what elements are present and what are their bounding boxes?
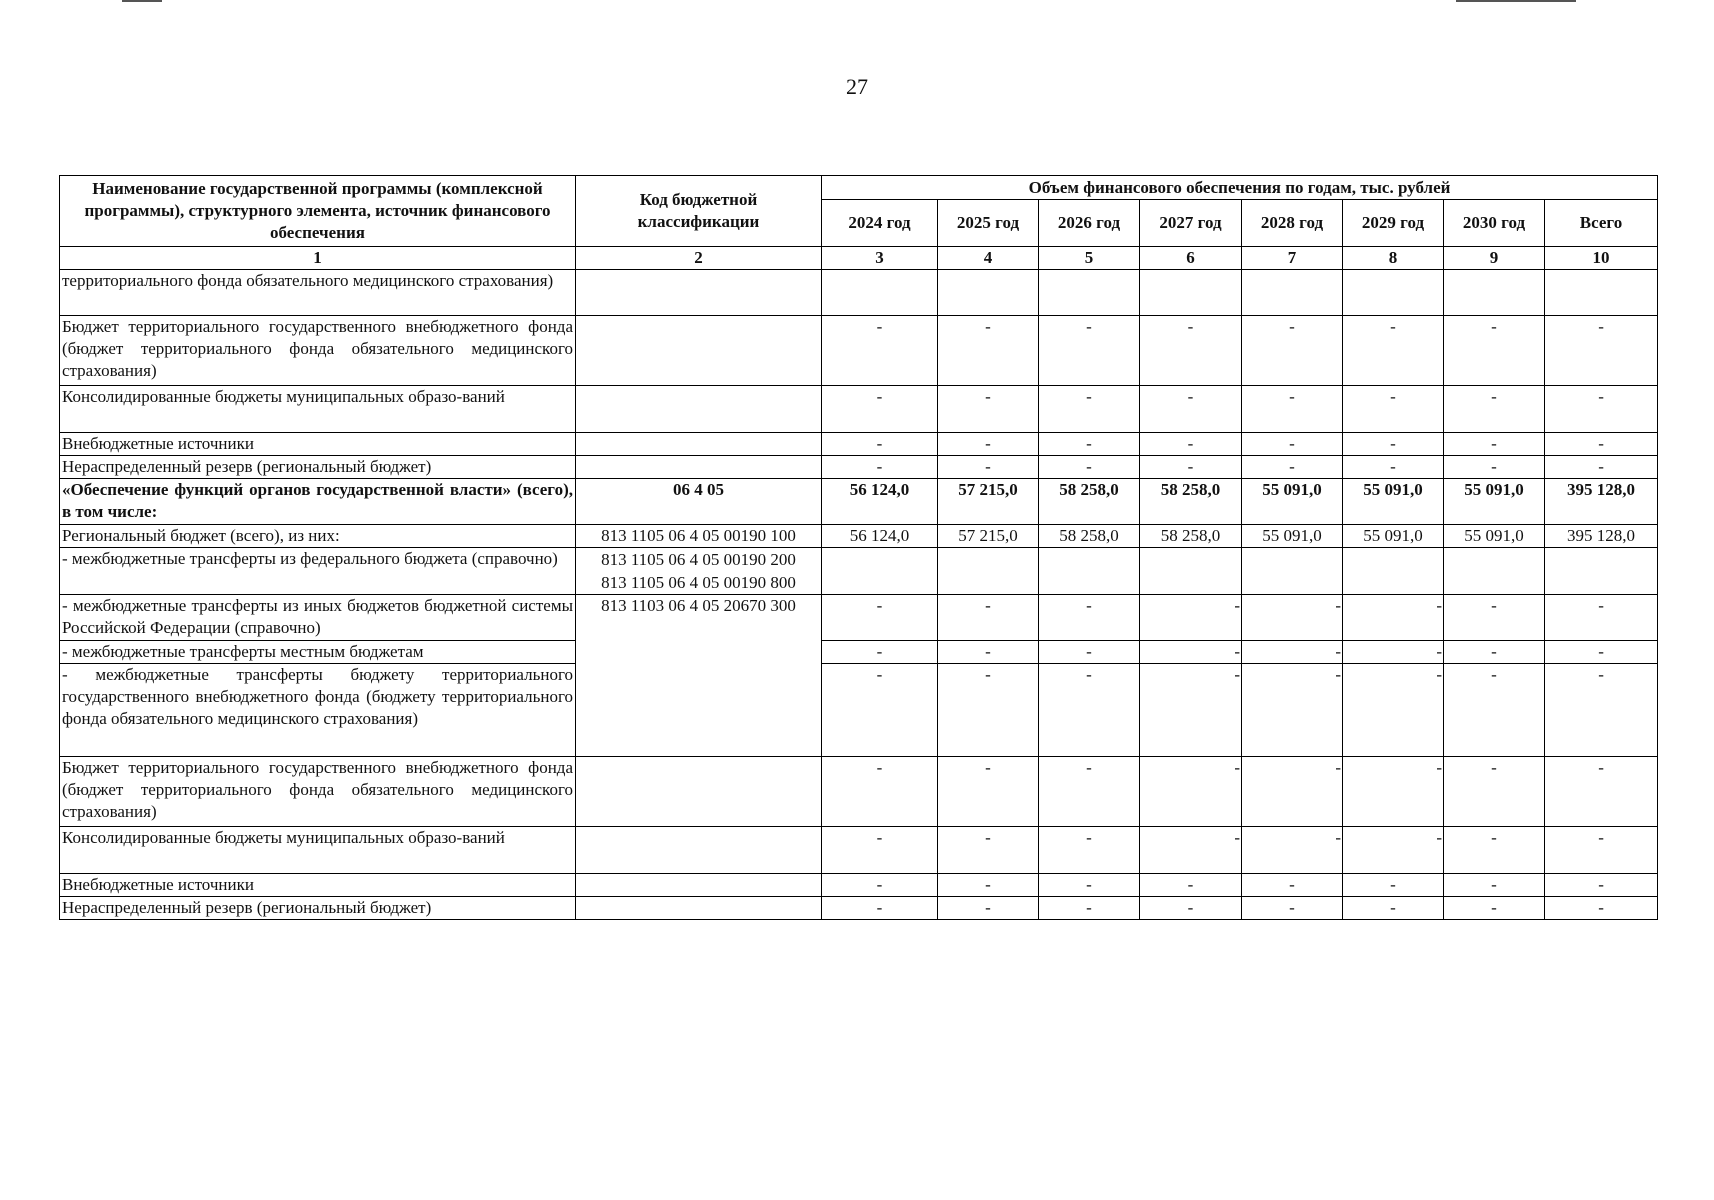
table-row xyxy=(60,757,1658,827)
row-code xyxy=(576,757,822,827)
row-name: Нераспределенный резерв (региональный бюджет) xyxy=(60,456,576,479)
row-code xyxy=(576,827,822,874)
row-value xyxy=(1039,548,1140,595)
row-value: - xyxy=(938,757,1039,827)
row-value: - xyxy=(1545,595,1658,641)
row-value: - xyxy=(1444,595,1545,641)
row-value: - xyxy=(1140,456,1242,479)
row-value: - xyxy=(1242,897,1343,920)
row-value: - xyxy=(1039,386,1140,433)
row-code xyxy=(576,548,822,595)
row-value: 395 128,0 xyxy=(1545,479,1658,525)
row-value: - xyxy=(1545,874,1658,897)
row-value: - xyxy=(938,827,1039,874)
table-row xyxy=(60,548,1658,595)
row-name: - межбюджетные трансферты местным бюджетам xyxy=(60,641,576,664)
row-value xyxy=(1242,548,1343,595)
row-value: - xyxy=(938,433,1039,456)
row-value xyxy=(1545,270,1658,316)
header-volume: Объем финансового обеспечения по годам, тыс. рублей xyxy=(822,176,1658,200)
row-name: Бюджет территориального государственного внебюджетного фонда (бюджет территориального фонда обязательного медицинского страхования) xyxy=(60,316,576,386)
row-value: 56 124,0 xyxy=(822,479,938,525)
row-value: 58 258,0 xyxy=(1140,479,1242,525)
row-value: - xyxy=(1140,433,1242,456)
row-value xyxy=(1039,270,1140,316)
row-value: - xyxy=(1545,664,1658,757)
table-row xyxy=(60,433,1658,456)
row-name: Нераспределенный резерв (региональный бюджет) xyxy=(60,897,576,920)
row-value xyxy=(938,270,1039,316)
column-number: 8 xyxy=(1343,247,1444,270)
row-value: - xyxy=(938,874,1039,897)
column-number: 5 xyxy=(1039,247,1140,270)
row-name: Консолидированные бюджеты муниципальных образо-ваний xyxy=(60,827,576,874)
table-row xyxy=(60,595,1658,641)
row-value: 55 091,0 xyxy=(1242,479,1343,525)
row-code: 813 1103 06 4 05 20670 300 xyxy=(576,595,822,757)
row-value xyxy=(822,548,938,595)
row-value: - xyxy=(1444,874,1545,897)
row-value: 395 128,0 xyxy=(1545,525,1658,548)
header-year: 2026 год xyxy=(1039,200,1140,247)
column-number: 7 xyxy=(1242,247,1343,270)
row-value: 57 215,0 xyxy=(938,525,1039,548)
row-value: - xyxy=(1039,874,1140,897)
row-value: - xyxy=(822,595,938,641)
header-total: Всего xyxy=(1545,200,1658,247)
table-row xyxy=(60,897,1658,920)
header-year: 2025 год xyxy=(938,200,1039,247)
row-value xyxy=(1545,548,1658,595)
row-value: - xyxy=(1343,316,1444,386)
row-value: - xyxy=(1444,433,1545,456)
row-value: - xyxy=(822,456,938,479)
table-row xyxy=(60,316,1658,386)
table-row xyxy=(60,664,1658,757)
financing-table xyxy=(59,175,1658,920)
row-value: - xyxy=(1140,641,1242,664)
table-row xyxy=(60,641,1658,664)
row-value: 55 091,0 xyxy=(1242,525,1343,548)
row-value: - xyxy=(1545,386,1658,433)
row-value xyxy=(1343,548,1444,595)
table-row xyxy=(60,456,1658,479)
row-value: 55 091,0 xyxy=(1444,525,1545,548)
column-number: 2 xyxy=(576,247,822,270)
row-value: 55 091,0 xyxy=(1444,479,1545,525)
row-value: - xyxy=(822,433,938,456)
row-value: - xyxy=(1140,874,1242,897)
row-value: - xyxy=(1242,664,1343,757)
row-value: - xyxy=(1444,664,1545,757)
row-value: - xyxy=(938,641,1039,664)
row-value: - xyxy=(1242,757,1343,827)
table-row xyxy=(60,386,1658,433)
row-value: - xyxy=(1343,757,1444,827)
row-value: - xyxy=(1039,316,1140,386)
header-name: Наименование государственной программы (комплексной программы), структурного элемента, источник финансового обеспечения xyxy=(60,176,576,247)
row-value: - xyxy=(822,757,938,827)
row-value xyxy=(1444,270,1545,316)
table-row xyxy=(60,827,1658,874)
row-value: - xyxy=(822,641,938,664)
row-code xyxy=(576,270,822,316)
column-number: 1 xyxy=(60,247,576,270)
row-value: - xyxy=(822,316,938,386)
row-value: 57 215,0 xyxy=(938,479,1039,525)
header-year: 2024 год xyxy=(822,200,938,247)
row-value: 58 258,0 xyxy=(1039,525,1140,548)
row-value: - xyxy=(822,386,938,433)
row-value: 55 091,0 xyxy=(1343,479,1444,525)
header-code: Код бюджетной классификации xyxy=(576,176,822,247)
top-rule-left xyxy=(122,0,162,2)
row-value: - xyxy=(1343,641,1444,664)
row-name: Консолидированные бюджеты муниципальных образо-ваний xyxy=(60,386,576,433)
row-value: - xyxy=(1039,897,1140,920)
row-value: - xyxy=(1444,386,1545,433)
page-number: 27 xyxy=(846,74,868,99)
row-value: - xyxy=(1242,874,1343,897)
row-value: - xyxy=(1242,433,1343,456)
row-value: 58 258,0 xyxy=(1140,525,1242,548)
row-name: Региональный бюджет (всего), из них: xyxy=(60,525,576,548)
row-code-line: 813 1105 06 4 05 00190 200 xyxy=(601,550,796,569)
top-rule-right xyxy=(1456,0,1576,2)
row-value: - xyxy=(822,874,938,897)
row-value: - xyxy=(1444,456,1545,479)
row-name: Бюджет территориального государственного внебюджетного фонда (бюджет территориального фонда обязательного медицинского страхования) xyxy=(60,757,576,827)
row-value: - xyxy=(938,595,1039,641)
row-code: 813 1105 06 4 05 00190 100 xyxy=(576,525,822,548)
row-value: - xyxy=(1242,316,1343,386)
row-value xyxy=(938,548,1039,595)
row-value: - xyxy=(1444,757,1545,827)
row-value: - xyxy=(1039,433,1140,456)
row-value: - xyxy=(1444,316,1545,386)
row-value: - xyxy=(1039,757,1140,827)
row-value: - xyxy=(938,386,1039,433)
row-value xyxy=(822,270,938,316)
row-value xyxy=(1140,548,1242,595)
column-number: 3 xyxy=(822,247,938,270)
row-code xyxy=(576,456,822,479)
row-value xyxy=(1343,270,1444,316)
table-row xyxy=(60,479,1658,525)
row-value: - xyxy=(1545,827,1658,874)
row-value: 55 091,0 xyxy=(1343,525,1444,548)
row-value: - xyxy=(1039,595,1140,641)
row-name: Внебюджетные источники xyxy=(60,874,576,897)
row-value xyxy=(1242,270,1343,316)
row-value: - xyxy=(822,664,938,757)
row-value: - xyxy=(1140,827,1242,874)
table-row xyxy=(60,525,1658,548)
row-value: - xyxy=(1140,897,1242,920)
row-value: - xyxy=(1545,433,1658,456)
table-row xyxy=(60,270,1658,316)
column-number: 4 xyxy=(938,247,1039,270)
row-code-line: 813 1105 06 4 05 00190 800 xyxy=(601,573,796,592)
row-value: - xyxy=(1343,386,1444,433)
row-value: - xyxy=(1242,827,1343,874)
row-value: - xyxy=(1242,595,1343,641)
row-value: - xyxy=(938,456,1039,479)
row-code xyxy=(576,386,822,433)
column-number: 6 xyxy=(1140,247,1242,270)
row-value: 56 124,0 xyxy=(822,525,938,548)
row-value xyxy=(1444,548,1545,595)
row-value: - xyxy=(938,897,1039,920)
row-code xyxy=(576,874,822,897)
row-value: - xyxy=(938,664,1039,757)
row-value: - xyxy=(1039,456,1140,479)
row-value: - xyxy=(938,316,1039,386)
header-year: 2028 год xyxy=(1242,200,1343,247)
row-value: - xyxy=(1140,595,1242,641)
row-name: «Обеспечение функций органов государственной власти» (всего), в том числе: xyxy=(60,479,576,525)
row-value: - xyxy=(1140,386,1242,433)
column-number: 9 xyxy=(1444,247,1545,270)
row-value: - xyxy=(1343,897,1444,920)
row-value: - xyxy=(1242,386,1343,433)
row-value: - xyxy=(1343,595,1444,641)
row-value: - xyxy=(1444,897,1545,920)
row-value: - xyxy=(1444,827,1545,874)
row-value: - xyxy=(1545,641,1658,664)
row-name: Внебюджетные источники xyxy=(60,433,576,456)
row-name: - межбюджетные трансферты из федерального бюджета (справочно) xyxy=(60,548,576,595)
row-value: - xyxy=(1039,641,1140,664)
row-value: - xyxy=(1140,316,1242,386)
column-number: 10 xyxy=(1545,247,1658,270)
row-value: - xyxy=(1039,664,1140,757)
row-value: - xyxy=(1545,757,1658,827)
row-value: - xyxy=(1039,827,1140,874)
row-value: - xyxy=(1343,664,1444,757)
row-value: - xyxy=(1545,316,1658,386)
header-year: 2029 год xyxy=(1343,200,1444,247)
row-value: - xyxy=(1545,456,1658,479)
row-value: - xyxy=(1343,874,1444,897)
row-value: - xyxy=(1242,641,1343,664)
row-code xyxy=(576,433,822,456)
row-value: - xyxy=(1140,664,1242,757)
row-value: 58 258,0 xyxy=(1039,479,1140,525)
header-year: 2027 год xyxy=(1140,200,1242,247)
row-value: - xyxy=(822,897,938,920)
row-value: - xyxy=(1343,827,1444,874)
row-code: 06 4 05 xyxy=(576,479,822,525)
row-name: - межбюджетные трансферты бюджету территориального государственного внебюджетного фонда (бюджету территориального фонда обязательного медицинского страхования) xyxy=(60,664,576,757)
row-code xyxy=(576,897,822,920)
row-value: - xyxy=(1343,456,1444,479)
header-year: 2030 год xyxy=(1444,200,1545,247)
row-value: - xyxy=(1444,641,1545,664)
row-value xyxy=(1140,270,1242,316)
row-value: - xyxy=(1343,433,1444,456)
row-value: - xyxy=(1140,757,1242,827)
row-name: территориального фонда обязательного медицинского страхования) xyxy=(60,270,576,316)
row-name: - межбюджетные трансферты из иных бюджетов бюджетной системы Российской Федерации (справочно) xyxy=(60,595,576,641)
row-value: - xyxy=(1242,456,1343,479)
row-value: - xyxy=(1545,897,1658,920)
row-code xyxy=(576,316,822,386)
row-value: - xyxy=(822,827,938,874)
column-number-row xyxy=(60,247,1658,270)
table-row xyxy=(60,874,1658,897)
